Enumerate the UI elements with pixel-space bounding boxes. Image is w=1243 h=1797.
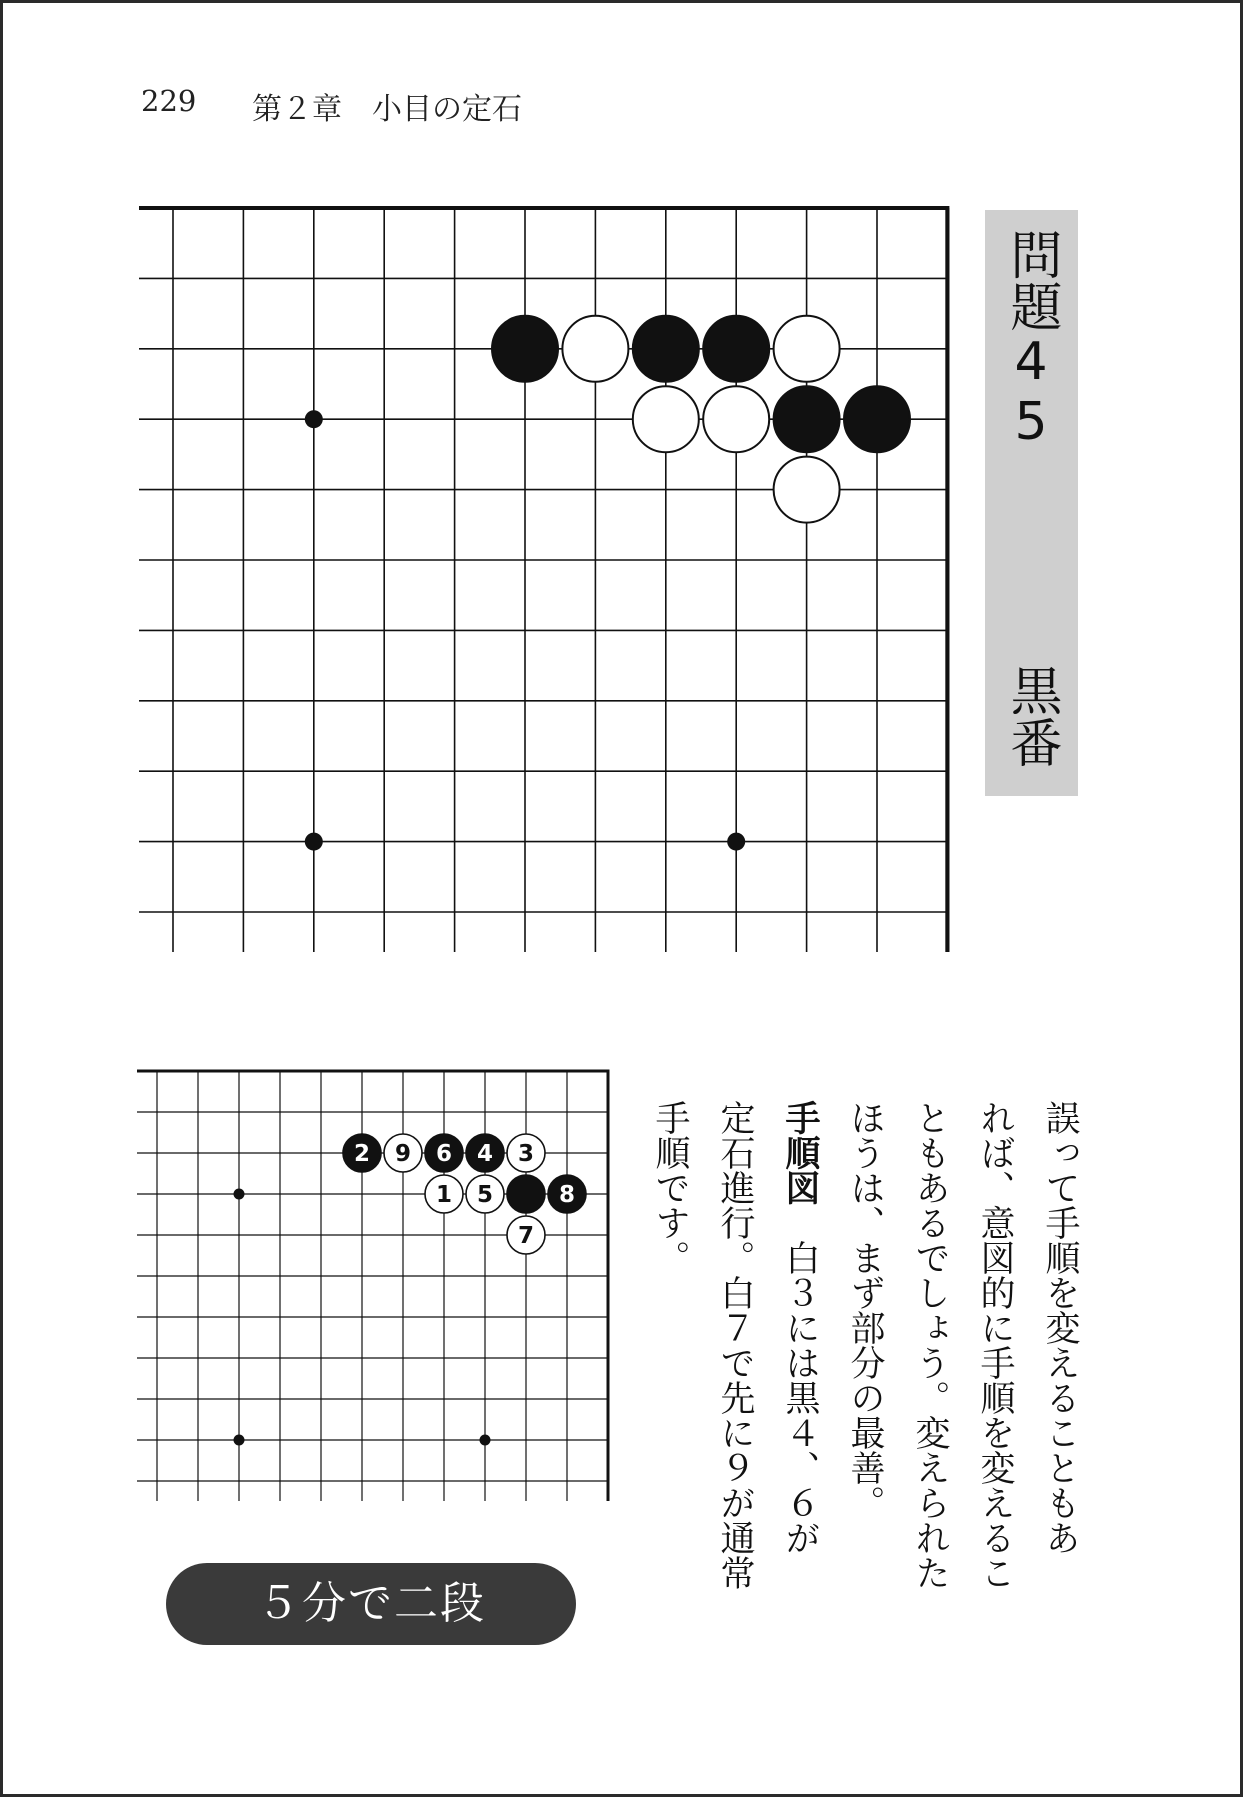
text-column-2: れば、意図的に手順を変えるこ [975,1100,1015,1590]
move-number: 2 [353,1141,371,1167]
move-number: 4 [476,1141,494,1167]
text-column-5 [767,1100,833,1700]
text-column-3: ともあるでしょう。変えられた [910,1100,950,1590]
text-column-1: 誤って手順を変えることもあ [1040,1100,1080,1555]
hoshi-point [234,1435,245,1446]
problem-title: 問題45 [1001,228,1061,452]
text-column-5-body: 白３には黒４、６が [780,1205,820,1555]
turn-label: 黒番 [1001,664,1061,768]
move-number: 3 [517,1141,535,1167]
hoshi-point [234,1189,245,1200]
sequence-diagram-label: 手順図 [780,1100,820,1205]
text-column-6: 定石進行。白７で先に９が通常 [715,1100,755,1590]
page-number: 229 [141,84,197,118]
move-number: 8 [558,1182,576,1208]
hoshi-point [480,1435,491,1446]
text-column-7: 手順です。 [650,1100,690,1275]
move-number: 1 [435,1182,453,1208]
chapter-title: 第２章 小目の定石 [252,92,522,127]
move-number: 7 [517,1223,535,1249]
black-stone [507,1175,545,1213]
move-number: 5 [476,1182,494,1208]
move-number: 9 [394,1141,412,1167]
text-column-4: ほうは、まず部分の最善。 [845,1100,885,1520]
move-number: 6 [435,1141,453,1167]
level-badge: ５分で二段 [166,1563,576,1645]
